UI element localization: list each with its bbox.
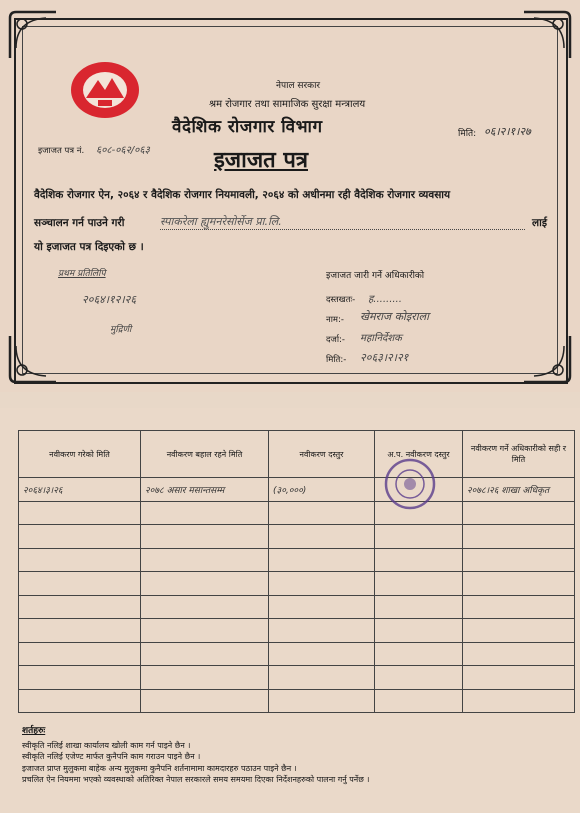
table-row (19, 619, 575, 643)
table-cell (463, 501, 575, 525)
renewal-table (18, 430, 575, 713)
table-cell (375, 548, 463, 572)
table-cell (463, 642, 575, 666)
issue-date-value: ०६।२।१।२७ (484, 125, 531, 138)
table-cell (141, 642, 269, 666)
table-header-row (19, 431, 575, 478)
table-cell: २०६४।३।२६ (19, 478, 141, 502)
table-row (19, 689, 575, 713)
issue-date-label: मिति: (458, 129, 477, 139)
table-cell (141, 689, 269, 713)
company-name-field: स्पाकरेला ह्युमनरेसोर्सेज प्रा.लि. (160, 214, 525, 230)
table-row (19, 525, 575, 549)
condition-item: स्वीकृति नलिई शाखा कार्यालय खोली काम गर्न पाइने छैन । (22, 740, 191, 750)
condition-item: स्वीकृति नलिई एजेण्ट मार्फत कुनैपनि काम गराउन पाइने छैन । (22, 752, 201, 761)
table-cell (141, 572, 269, 596)
condition-item: प्रचलित ऐन नियममा भएको व्यवस्थाको अतिरिक्त नेपाल सरकारले समय समयमा दिएका निर्देशनहरुको पालना गर्नु पर्नेछ । (22, 775, 370, 784)
table-cell (269, 619, 375, 643)
table-cell (463, 572, 575, 596)
signature-value: ह......... (368, 294, 402, 305)
table-row (19, 501, 575, 525)
table-row (19, 595, 575, 619)
first-copy-label: प्रथम प्रतिलिपि (58, 269, 106, 279)
department-name: वैदेशिक रोजगार विभाग (172, 117, 323, 137)
body-line-2-end: लाई (532, 217, 547, 229)
table-row (19, 572, 575, 596)
table-cell (463, 548, 575, 572)
name-label: नाम:- (326, 315, 344, 325)
ministry-name: श्रम रोजगार तथा सामाजिक सुरक्षा मन्त्रालय (209, 99, 366, 110)
officer-date-value: २०६३।२।२१ (360, 351, 409, 364)
table-cell (269, 595, 375, 619)
table-cell (141, 619, 269, 643)
table-row (19, 642, 575, 666)
office-stamp-icon (382, 456, 438, 512)
corner-ornament-icon (520, 332, 574, 386)
table-cell (269, 501, 375, 525)
column-header: नवीकरण गरेको मिति (19, 431, 141, 478)
table-cell: (३०,०००) (269, 478, 375, 502)
table-cell (269, 572, 375, 596)
table-cell (463, 666, 575, 690)
officer-heading: इजाजत जारी गर्ने अधिकारीको (326, 271, 425, 281)
table-cell (375, 619, 463, 643)
column-header: नवीकरण दस्तुर (269, 431, 375, 478)
table-cell (463, 525, 575, 549)
column-header: नवीकरण गर्ने अधिकारीको सही र मिति (463, 431, 575, 478)
table-cell (141, 525, 269, 549)
table-cell (19, 619, 141, 643)
table-cell (375, 595, 463, 619)
left-signature-note: मुद्रिणी (110, 325, 132, 335)
table-cell (141, 595, 269, 619)
table-cell (463, 595, 575, 619)
permit-number-label: इजाजत पत्र नं. (38, 146, 85, 156)
table-cell: २०७८।२६ शाखा अधिकृत (463, 478, 575, 502)
table-row (19, 548, 575, 572)
table-cell (375, 525, 463, 549)
table-cell (19, 666, 141, 690)
table-cell (19, 525, 141, 549)
body-line-1: वैदेशिक रोजगार ऐन, २०६४ र वैदेशिक रोजगार नियमावली, २०६४ को अधीनमा रही वैदेशिक रोजगार व्यवसाय (34, 189, 451, 201)
table-cell (463, 689, 575, 713)
name-value: खेमराज कोइराला (360, 310, 429, 323)
renewal-page (0, 408, 580, 813)
table-cell (19, 689, 141, 713)
column-header: नवीकरण बहाल रहने मिति (141, 431, 269, 478)
table-cell: २०७८ असार मसान्तसम्म (141, 478, 269, 502)
table-cell (269, 689, 375, 713)
nepal-emblem-icon (68, 60, 142, 120)
document-title: इजाजत पत्र (214, 148, 308, 173)
table-cell (141, 501, 269, 525)
table-cell (269, 666, 375, 690)
corner-ornament-icon (520, 8, 574, 62)
corner-ornament-icon (6, 8, 60, 62)
column-header: अ.प. नवीकरण दस्तुर (375, 431, 463, 478)
condition-item: इजाजत प्राप्त मुलुकमा बाहेक अन्य मुलुकमा कुनैपनि शर्तनामामा कामदारहरु पठाउन पाइने छैन । (22, 763, 297, 773)
permit-number-value: ६०८-०६२/०६३ (96, 145, 150, 156)
body-line-2-start: सञ्चालन गर्न पाउने गरी (34, 217, 125, 229)
table-cell (19, 595, 141, 619)
table-cell (375, 666, 463, 690)
left-signature-date: २०६४।१२।२६ (82, 293, 137, 306)
table-cell (463, 619, 575, 643)
table-row (19, 666, 575, 690)
table-cell (19, 572, 141, 596)
table-row (19, 478, 575, 502)
table-cell (141, 666, 269, 690)
government-name: नेपाल सरकार (276, 81, 321, 91)
table-cell (141, 548, 269, 572)
officer-date-label: मिति:- (326, 355, 347, 365)
table-cell (19, 642, 141, 666)
body-line-3: यो इजाजत पत्र दिइएको छ । (34, 241, 144, 253)
table-cell (375, 642, 463, 666)
corner-ornament-icon (6, 332, 60, 386)
table-cell (375, 689, 463, 713)
signature-label: दस्तखतः- (326, 295, 356, 305)
table-cell (269, 525, 375, 549)
table-cell (269, 548, 375, 572)
conditions-section (22, 726, 562, 786)
conditions-heading: शर्तहरुः (22, 726, 46, 736)
table-cell (19, 548, 141, 572)
table-cell (269, 642, 375, 666)
post-label: दर्जा:- (326, 335, 345, 345)
permit-certificate (0, 0, 580, 392)
table-cell (375, 572, 463, 596)
table-cell (19, 501, 141, 525)
post-value: महानिर्देशक (360, 333, 402, 344)
